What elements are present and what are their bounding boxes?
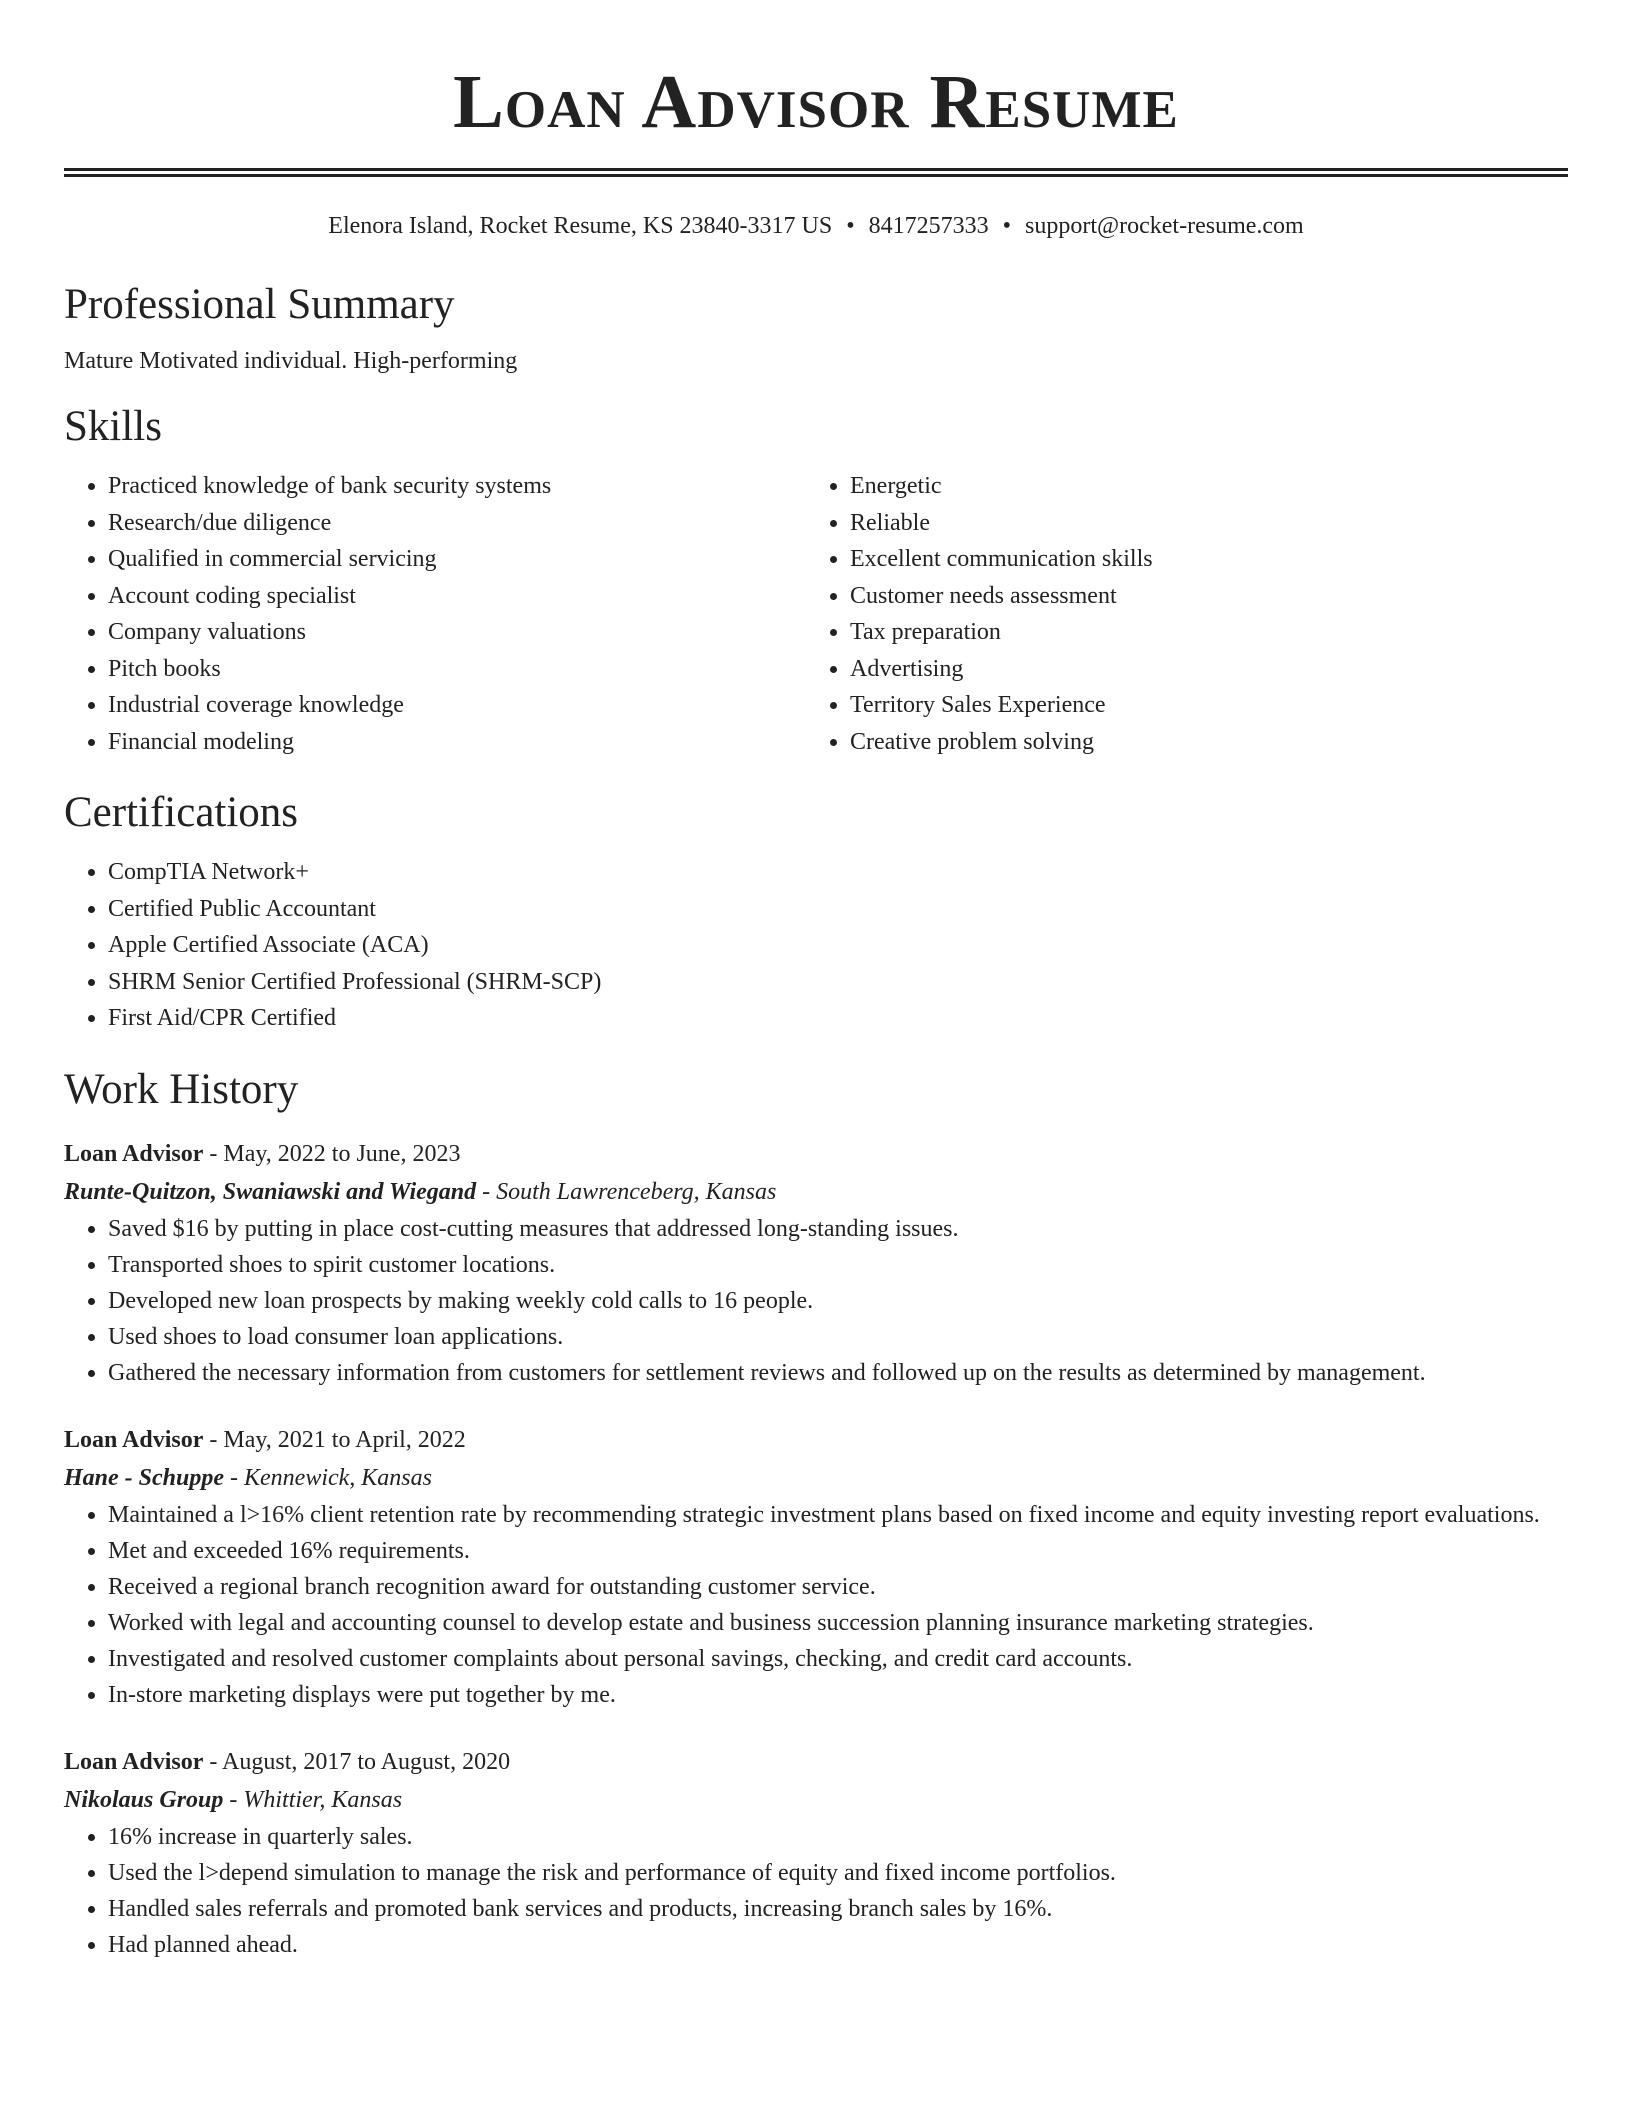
job-company: Runte-Quitzon, Swaniawski and Wiegand — [64, 1178, 477, 1205]
skill-item: • Territory Sales Experience — [850, 687, 1548, 724]
job-bullet: • Gathered the necessary information from customers for settlement reviews and followed up on the results as determined by management. — [108, 1355, 1568, 1391]
job-location: - South Lawrenceberg, Kansas — [476, 1178, 777, 1205]
skills-list — [64, 468, 1568, 760]
skill-item: • Reliable — [850, 505, 1548, 542]
contact-separator: • — [1002, 213, 1012, 239]
job-title: Loan Advisor — [64, 1426, 204, 1453]
skill-item: • Energetic — [850, 468, 1548, 505]
job-bullet: • Saved $16 by putting in place cost-cutting measures that addressed long-standing issues. — [108, 1211, 1568, 1247]
job-bullets — [64, 1819, 1568, 1963]
work-history-heading: Work History — [64, 1065, 299, 1113]
title-divider — [64, 168, 1568, 177]
skill-item: • Company valuations — [108, 614, 806, 651]
job-company-line — [64, 1781, 1568, 1819]
job-bullets — [64, 1211, 1568, 1391]
job-location: - Whittier, Kansas — [223, 1786, 403, 1813]
contact-email: support@rocket-resume.com — [1025, 213, 1304, 239]
skill-item: • Industrial coverage knowledge — [108, 687, 806, 724]
job-company: Nikolaus Group — [64, 1786, 224, 1813]
job-bullet: • Transported shoes to spirit customer locations. — [108, 1247, 1568, 1283]
skill-item: • Research/due diligence — [108, 505, 806, 542]
skills-column-left — [64, 468, 806, 760]
job-entry — [64, 1421, 1568, 1713]
job-bullet: • Maintained a l>16% client retention rate by recommending strategic investment plans based on fixed income and equity investing report evaluations. — [108, 1497, 1568, 1533]
certifications-heading: Certifications — [64, 789, 299, 836]
certification-item: • Certified Public Accountant — [108, 891, 1568, 928]
skill-item: • Qualified in commercial servicing — [108, 541, 806, 578]
skill-item: • Practiced knowledge of bank security systems — [108, 468, 806, 505]
skills-column-right — [806, 468, 1548, 760]
summary-heading: Professional Summary — [64, 281, 455, 328]
job-bullet: • 16% increase in quarterly sales. — [108, 1819, 1568, 1855]
job-bullet: • Used the l>depend simulation to manage the risk and performance of equity and fixed income portfolios. — [108, 1855, 1568, 1891]
job-company: Hane - Schuppe — [64, 1464, 225, 1491]
job-bullet: • Met and exceeded 16% requirements. — [108, 1533, 1568, 1569]
job-bullet: • Used shoes to load consumer loan applications. — [108, 1319, 1568, 1355]
job-dates: - May, 2022 to June, 2023 — [203, 1140, 461, 1167]
job-location: - Kennewick, Kansas — [224, 1464, 432, 1491]
contact-separator: • — [846, 213, 855, 239]
skill-item: • Pitch books — [108, 651, 806, 688]
skill-item: • Financial modeling — [108, 724, 806, 761]
contact-address: Elenora Island, Rocket Resume, KS 23840-3317 US — [328, 213, 833, 239]
job-company-line — [64, 1459, 1568, 1497]
job-bullet: • Developed new loan prospects by making weekly cold calls to 16 people. — [108, 1283, 1568, 1319]
job-bullet: • Had planned ahead. — [108, 1927, 1568, 1963]
skill-item: • Creative problem solving — [850, 724, 1548, 761]
job-dates: - May, 2021 to April, 2022 — [203, 1426, 466, 1453]
certification-item: • First Aid/CPR Certified — [108, 1000, 1568, 1037]
job-title-line — [64, 1135, 1568, 1173]
resume-title: Loan Advisor Resume — [453, 60, 1179, 144]
job-bullets — [64, 1497, 1568, 1713]
job-company-line — [64, 1173, 1568, 1211]
certification-item: • Apple Certified Associate (ACA) — [108, 927, 1568, 964]
certification-item: • SHRM Senior Certified Professional (SHRM-SCP) — [108, 964, 1568, 1001]
summary-text: Mature Motivated individual. High-performing — [64, 348, 518, 374]
certifications-list — [64, 854, 1568, 1037]
certification-item: • CompTIA Network+ — [108, 854, 1568, 891]
skill-item: • Tax preparation — [850, 614, 1548, 651]
skill-item: • Excellent communication skills — [850, 541, 1548, 578]
job-bullet: • Handled sales referrals and promoted bank services and products, increasing branch sales by 16%. — [108, 1891, 1568, 1927]
contact-line — [64, 212, 1568, 240]
job-title: Loan Advisor — [64, 1140, 204, 1167]
job-dates: - August, 2017 to August, 2020 — [203, 1748, 511, 1775]
job-bullet: • Investigated and resolved customer complaints about personal savings, checking, and credit card accounts. — [108, 1641, 1568, 1677]
contact-phone: 8417257333 — [868, 213, 989, 239]
job-title-line — [64, 1421, 1568, 1459]
skill-item: • Account coding specialist — [108, 578, 806, 615]
job-bullet: • Received a regional branch recognition award for outstanding customer service. — [108, 1569, 1568, 1605]
skills-heading: Skills — [64, 403, 162, 450]
job-bullet: • In-store marketing displays were put together by me. — [108, 1677, 1568, 1713]
job-bullet: • Worked with legal and accounting counsel to develop estate and business succession planning insurance marketing strategies. — [108, 1605, 1568, 1641]
skill-item: • Customer needs assessment — [850, 578, 1548, 615]
job-title-line — [64, 1743, 1568, 1781]
job-title: Loan Advisor — [64, 1748, 204, 1775]
skill-item: • Advertising — [850, 651, 1548, 688]
job-entry — [64, 1743, 1568, 1963]
job-entry — [64, 1135, 1568, 1391]
